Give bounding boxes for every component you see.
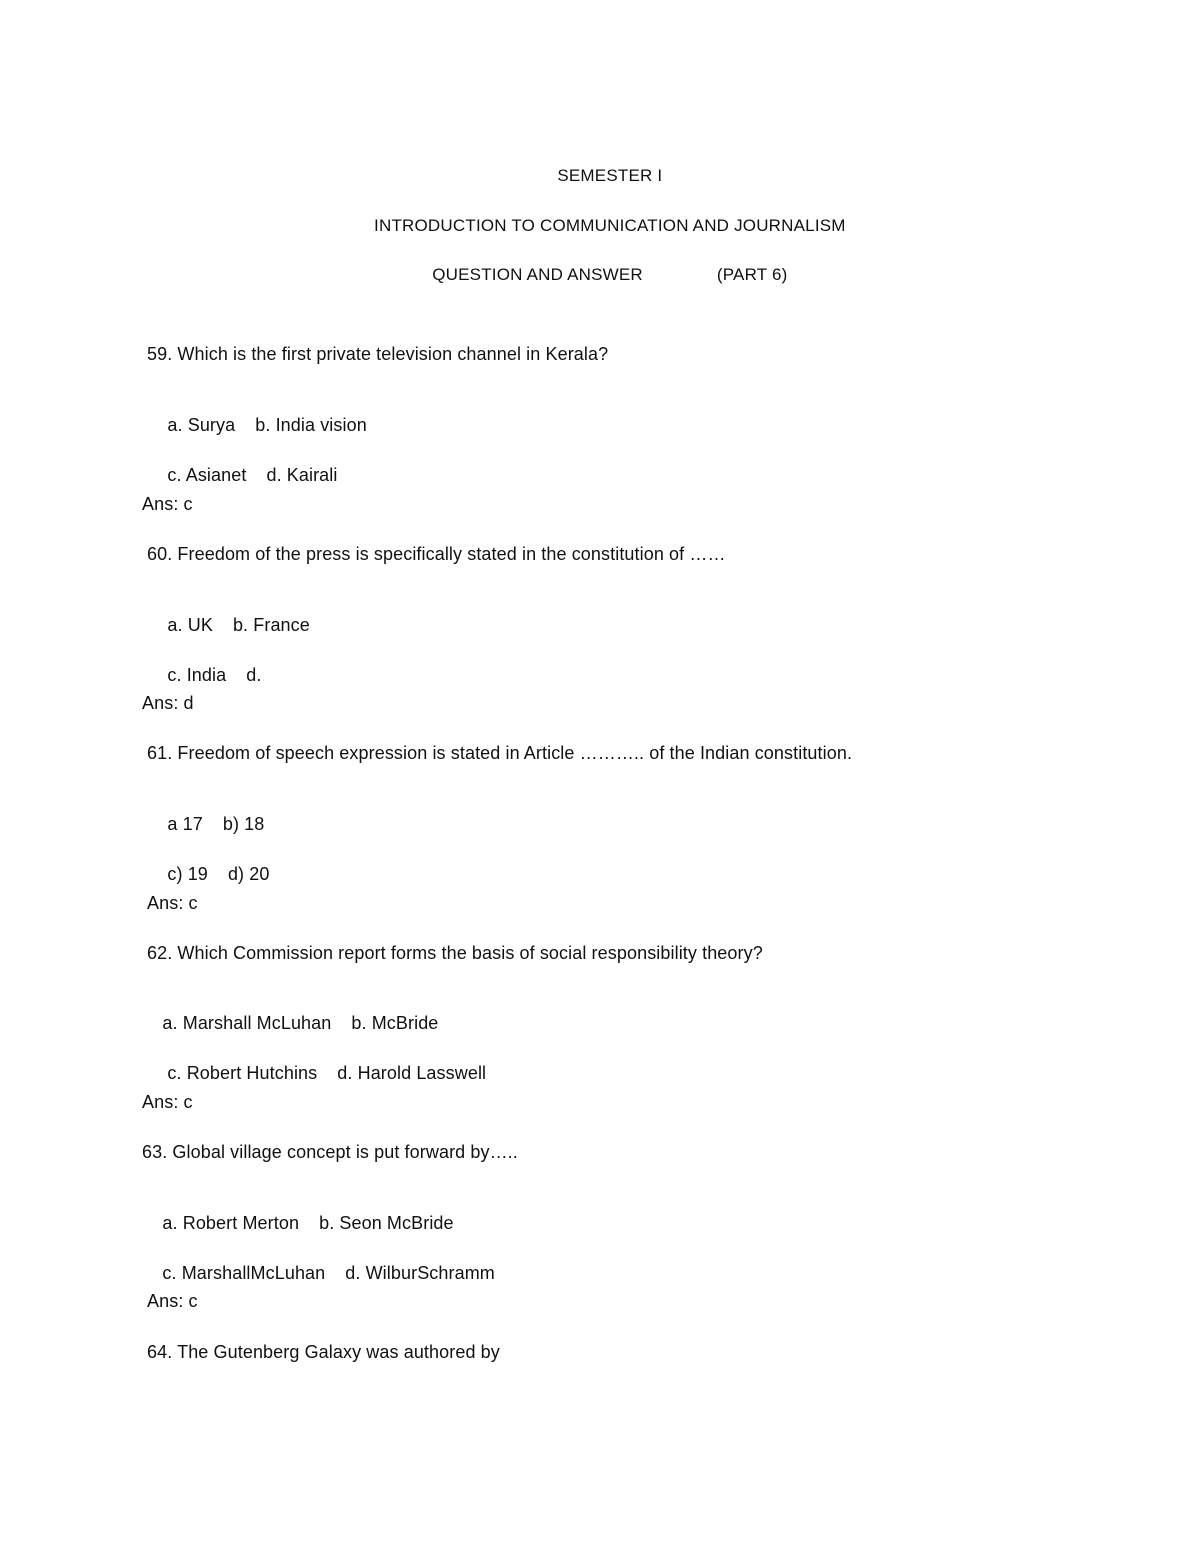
option-text: d. Harold Lasswell: [337, 1063, 487, 1083]
option-text: a. UK: [167, 615, 213, 635]
options-62-row2: [147, 1042, 486, 1105]
option-text: d.: [246, 665, 262, 685]
question-62: 62. Which Commission report forms the basis of social responsibility theory?: [147, 943, 763, 963]
option-text: c. Robert Hutchins: [167, 1063, 318, 1083]
answer-60: Ans: d: [142, 693, 194, 713]
question-63: 63. Global village concept is put forward by…..: [142, 1142, 518, 1162]
option-text: a. Marshall McLuhan: [162, 1013, 332, 1033]
option-text: b) 18: [222, 814, 265, 834]
option-text: c. India: [167, 665, 227, 685]
option-text: b. France: [232, 615, 310, 635]
option-text: d) 20: [227, 864, 270, 884]
answer-61: Ans: c: [147, 893, 198, 913]
option-text: b. India vision: [255, 415, 367, 435]
option-text: c. Asianet: [167, 465, 247, 485]
option-text: a 17: [167, 814, 203, 834]
option-text: a. Surya: [167, 415, 236, 435]
answer-63: Ans: c: [147, 1291, 198, 1311]
section-heading: [0, 245, 1200, 305]
question-61: 61. Freedom of speech expression is stated in Article ……….. of the Indian constitution.: [147, 743, 853, 763]
option-text: a. Robert Merton: [162, 1213, 300, 1233]
answer-59: Ans: c: [142, 494, 193, 514]
answer-62: Ans: c: [142, 1092, 193, 1112]
option-text: d. WilburSchramm: [345, 1263, 495, 1283]
question-64: 64. The Gutenberg Galaxy was authored by: [147, 1342, 500, 1362]
question-60: 60. Freedom of the press is specifically stated in the constitution of ……: [147, 544, 726, 564]
semester-text: SEMESTER I: [557, 166, 663, 185]
section-text: QUESTION AND ANSWER: [432, 265, 643, 284]
option-text: b. Seon McBride: [319, 1213, 454, 1233]
option-text: c) 19: [167, 864, 208, 884]
course-text: INTRODUCTION TO COMMUNICATION AND JOURNALISM: [374, 216, 846, 235]
option-text: c. MarshallMcLuhan: [162, 1263, 326, 1283]
option-text: b. McBride: [351, 1013, 439, 1033]
part-text: (PART 6): [716, 265, 788, 284]
question-59: 59. Which is the first private television channel in Kerala?: [147, 344, 609, 364]
option-text: d. Kairali: [266, 465, 338, 485]
